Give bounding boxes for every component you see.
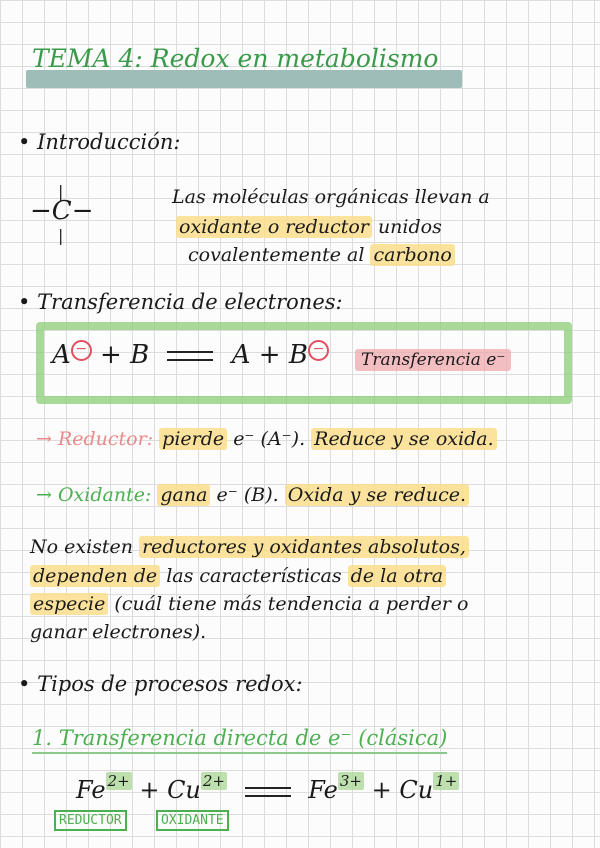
transfer-heading-text: Transferencia de electrones: (37, 290, 343, 314)
para-especie: especie (30, 593, 108, 615)
bond-bottom: | (58, 226, 64, 245)
intro-unidos: unidos (377, 216, 442, 238)
eq-b-charge: − (308, 340, 329, 361)
reductor-pierde: pierde (159, 428, 227, 450)
intro-line-2 (176, 216, 442, 238)
para-dependen: dependen de (30, 565, 160, 587)
eq-plus-2: + (371, 776, 392, 804)
oxidante-desc: Oxida y se reduce. (285, 484, 469, 506)
carbon-structure (30, 182, 94, 245)
reductor-desc: Reduce y se oxida. (311, 428, 496, 450)
para-line-4: ganar electrones). (30, 621, 207, 643)
para-highlight-1: reductores y oxidantes absolutos, (139, 536, 469, 558)
para-las-caracteristicas: las características (166, 565, 342, 587)
tipos-sub1: 1. Transferencia directa de e⁻ (clásica) (32, 726, 447, 754)
eq-cu-charge: 2+ (202, 772, 226, 790)
eq-right: A + B (231, 340, 308, 370)
eq-fe-charge: 2+ (107, 772, 130, 790)
intro-line-1: Las moléculas orgánicas llevan a (172, 186, 490, 208)
para-line-2 (30, 565, 446, 587)
bond-top: | (58, 182, 64, 201)
tipos-heading (18, 672, 303, 696)
para-otra: de la otra (348, 565, 446, 587)
equilibrium-arrow-icon (245, 784, 291, 800)
reductor-term: → Reductor: (36, 428, 154, 450)
eq-cu: Cu (167, 776, 201, 804)
intro-heading (18, 130, 180, 154)
eq-fe2-charge: 3+ (339, 772, 362, 790)
para-no-existen: No existen (30, 536, 134, 558)
eq-plus-1: + (139, 776, 160, 804)
tipos-equation (76, 772, 459, 804)
para-cual-tiene: (cuál tiene más tendencia a perder o (114, 593, 469, 615)
transfer-label: Transferencia e⁻ (355, 349, 511, 371)
intro-highlight-carbono: carbono (370, 244, 454, 266)
eq-a: A (52, 340, 71, 370)
tag-oxidante: OXIDANTE (156, 810, 229, 831)
intro-highlight-oxidante: oxidante o reductor (176, 216, 372, 238)
transfer-equation (52, 340, 329, 370)
eq-plus-b: + B (100, 340, 150, 370)
oxidante-line (36, 484, 469, 506)
reductor-electron: e⁻ (A⁻). (233, 428, 306, 450)
eq-cu2-charge: 1+ (435, 772, 458, 790)
transfer-heading (18, 290, 343, 314)
intro-heading-text: Introducción: (37, 130, 181, 154)
tipos-heading-text: Tipos de procesos redox: (37, 672, 303, 696)
page-title: TEMA 4: Redox en metabolismo (32, 44, 439, 73)
bullet-icon: • (18, 290, 31, 314)
oxidante-electron: e⁻ (B). (216, 484, 279, 506)
para-line-1 (30, 536, 469, 558)
eq-fe: Fe (76, 776, 106, 804)
carbon-symbol: C (51, 196, 72, 226)
bullet-icon: • (18, 130, 31, 154)
equilibrium-arrow-icon (167, 348, 213, 364)
oxidante-term: → Oxidante: (36, 484, 152, 506)
intro-covalentemente: covalentemente al (188, 244, 365, 266)
bond-left: − (30, 196, 52, 226)
bullet-icon: • (18, 672, 31, 696)
eq-cu-2: Cu (399, 776, 434, 804)
intro-line-3 (188, 244, 455, 266)
reductor-line (36, 428, 497, 450)
tag-reductor: REDUCTOR (54, 810, 127, 831)
para-line-3 (30, 593, 468, 615)
oxidante-gana: gana (157, 484, 210, 506)
eq-a-charge: − (71, 340, 92, 361)
eq-fe-2: Fe (308, 776, 338, 804)
bond-right: − (71, 196, 94, 226)
